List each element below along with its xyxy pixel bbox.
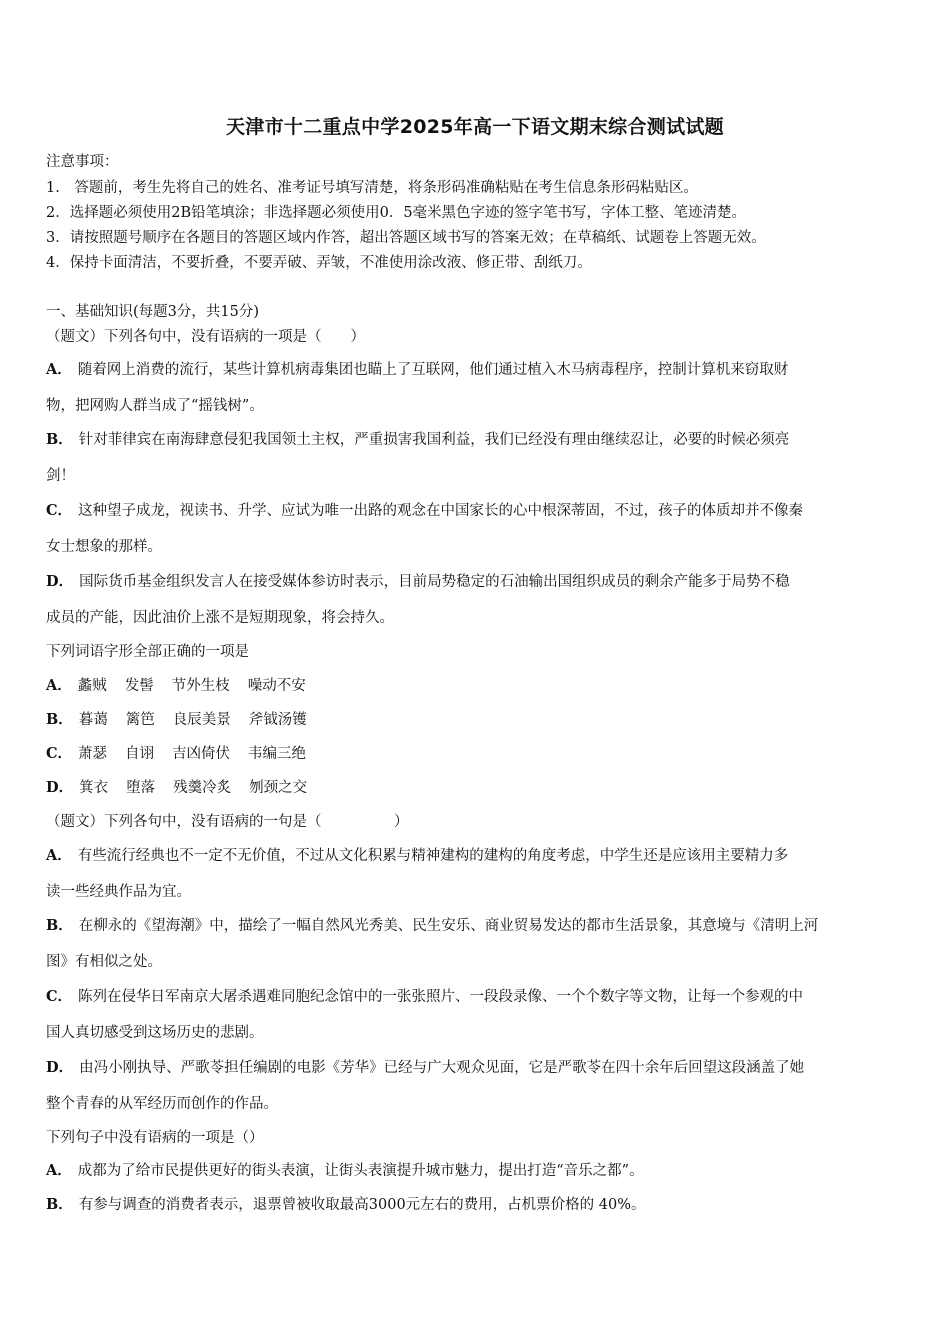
q2-option-d (46, 778, 307, 798)
option-letter: A． (46, 361, 72, 378)
q1-option-d-cont: 成员的产能，因此油价上涨不是短期现象，将会持久。 (46, 610, 394, 626)
q1-option-a-cont: 物，把网购人群当成了“摇钱树”。 (46, 398, 264, 414)
q3-option-a-text: 有些流行经典也不一定不无价值，不过从文化积累与精神建构的建构的角度考虑，中学生还是应该用主要精力多 (77, 848, 789, 864)
q3-option-c-cont: 国人真切感受到这场历史的悲剧。 (46, 1025, 264, 1041)
q4-option-a-text: 成都为了给市民提供更好的街头表演，让街头表演提升城市魅力，提出打造“音乐之都”。 (77, 1163, 644, 1179)
q4-option-a (46, 1161, 644, 1181)
option-letter: A． (46, 677, 72, 694)
notice-item-1: 1. 答题前，考生先将自己的姓名、准考证号填写清楚，将条形码准确粘贴在考生信息条形码粘贴区。 (46, 180, 698, 196)
option-letter: C． (46, 988, 73, 1005)
q3-option-d-text: 由冯小刚执导、严歌苓担任编剧的电影《芳华》已经与广大观众见面，它是严歌苓在四十余年后回望这段涵盖了她 (79, 1060, 805, 1076)
option-letter: B． (46, 1196, 73, 1213)
q2-option-b (46, 710, 307, 730)
q1-option-c-text: 这种望子成龙，视读书、升学、应试为唯一出路的观念在中国家长的心中根深蒂固，不过，孩子的体质却并不像秦 (78, 503, 804, 519)
option-letter: A． (46, 847, 72, 864)
word: 自诩 (125, 746, 155, 762)
q3-stem: （题文）下列各句中，没有语病的一句是（ ） (46, 814, 409, 830)
word: 吉凶倚伏 (172, 746, 231, 762)
option-letter: B． (46, 431, 73, 448)
page-title: 天津市十二重点中学2025年高一下语文期末综合测试试题 (226, 116, 724, 138)
word: 萧瑟 (78, 746, 108, 762)
word: 斧钺汤镬 (248, 712, 307, 728)
word: 良辰美景 (172, 712, 231, 728)
q1-option-a (46, 360, 788, 380)
word: 蠡贼 (77, 678, 107, 694)
option-letter: A． (46, 1162, 72, 1179)
option-letter: B． (46, 711, 73, 728)
option-letter: B． (46, 917, 73, 934)
q4-stem: 下列句子中没有语病的一项是（） (46, 1130, 264, 1146)
q1-option-a-text: 随着网上消费的流行，某些计算机病毒集团也瞄上了互联网，他们通过植入木马病毒程序，控制计算机来窃取财 (77, 362, 789, 378)
q1-option-b (46, 430, 789, 450)
q1-stem: （题文）下列各句中，没有语病的一项是（ ） (46, 329, 365, 345)
word: 刎颈之交 (249, 780, 308, 796)
option-letter: D． (46, 1059, 74, 1076)
notice-item-4: 4．保持卡面清洁，不要折叠，不要弄破、弄皱，不准使用涂改液、修正带、刮纸刀。 (46, 255, 592, 271)
word: 节外生枝 (171, 678, 230, 694)
q1-option-d-text: 国际货币基金组织发言人在接受媒体参访时表示，目前局势稳定的石油输出国组织成员的剩余产能多于局势不稳 (79, 574, 790, 590)
q3-option-b-cont: 图》有相似之处。 (46, 954, 162, 970)
option-letter: D． (46, 779, 74, 796)
q3-option-d (46, 1058, 804, 1078)
word: 暮蔼 (78, 712, 108, 728)
word: 噪动不安 (247, 678, 306, 694)
word: 韦编三绝 (248, 746, 307, 762)
section1-heading: 一、基础知识(每题3分，共15分) (46, 304, 259, 320)
word: 篱笆 (125, 712, 155, 728)
q2-option-a (46, 676, 306, 696)
q3-option-c-text: 陈列在侵华日军南京大屠杀遇难同胞纪念馆中的一张张照片、一段段录像、一个个数字等文物，让每一个参观的中 (78, 989, 804, 1005)
q1-option-b-cont: 剑！ (46, 468, 75, 484)
word: 发髻 (124, 678, 154, 694)
notice-heading: 注意事项： (46, 154, 119, 170)
q3-option-a (46, 846, 788, 866)
option-letter: C． (46, 502, 73, 519)
q2-stem: 下列词语字形全部正确的一项是 (46, 644, 249, 660)
option-letter: D． (46, 573, 74, 590)
notice-item-3: 3．请按照题号顺序在各题目的答题区域内作答，超出答题区域书写的答案无效；在草稿纸、试题卷上答题无效。 (46, 230, 766, 246)
q2-option-c (46, 744, 306, 764)
q3-option-a-cont: 读一些经典作品为宜。 (46, 884, 191, 900)
word: 堕落 (126, 780, 156, 796)
q3-option-b-text: 在柳永的《望海潮》中，描绘了一幅自然风光秀美、民生安乐、商业贸易发达的都市生活景象，其意境与《清明上河 (78, 918, 819, 934)
q3-option-c (46, 987, 803, 1007)
q4-option-b (46, 1195, 646, 1215)
q1-option-d (46, 572, 790, 592)
q4-option-b-text: 有参与调查的消费者表示，退票曾被收取最高3000元左右的费用，占机票价格的 40%。 (78, 1197, 646, 1213)
q1-option-c (46, 501, 803, 521)
q3-option-b (46, 916, 818, 936)
q1-option-c-cont: 女士想象的那样。 (46, 539, 162, 555)
notice-item-2: 2．选择题必须使用2B铅笔填涂；非选择题必须使用0．5毫米黑色字迹的签字笔书写，字体工整、笔迹清楚。 (46, 205, 747, 221)
q3-option-d-cont: 整个青春的从军经历而创作的作品。 (46, 1096, 278, 1112)
word: 残羹冷炙 (173, 780, 232, 796)
word: 箕衣 (79, 780, 109, 796)
q1-option-b-text: 针对菲律宾在南海肆意侵犯我国领土主权，严重损害我国利益，我们已经没有理由继续忍让，必要的时候必须亮 (78, 432, 790, 448)
option-letter: C． (46, 745, 73, 762)
